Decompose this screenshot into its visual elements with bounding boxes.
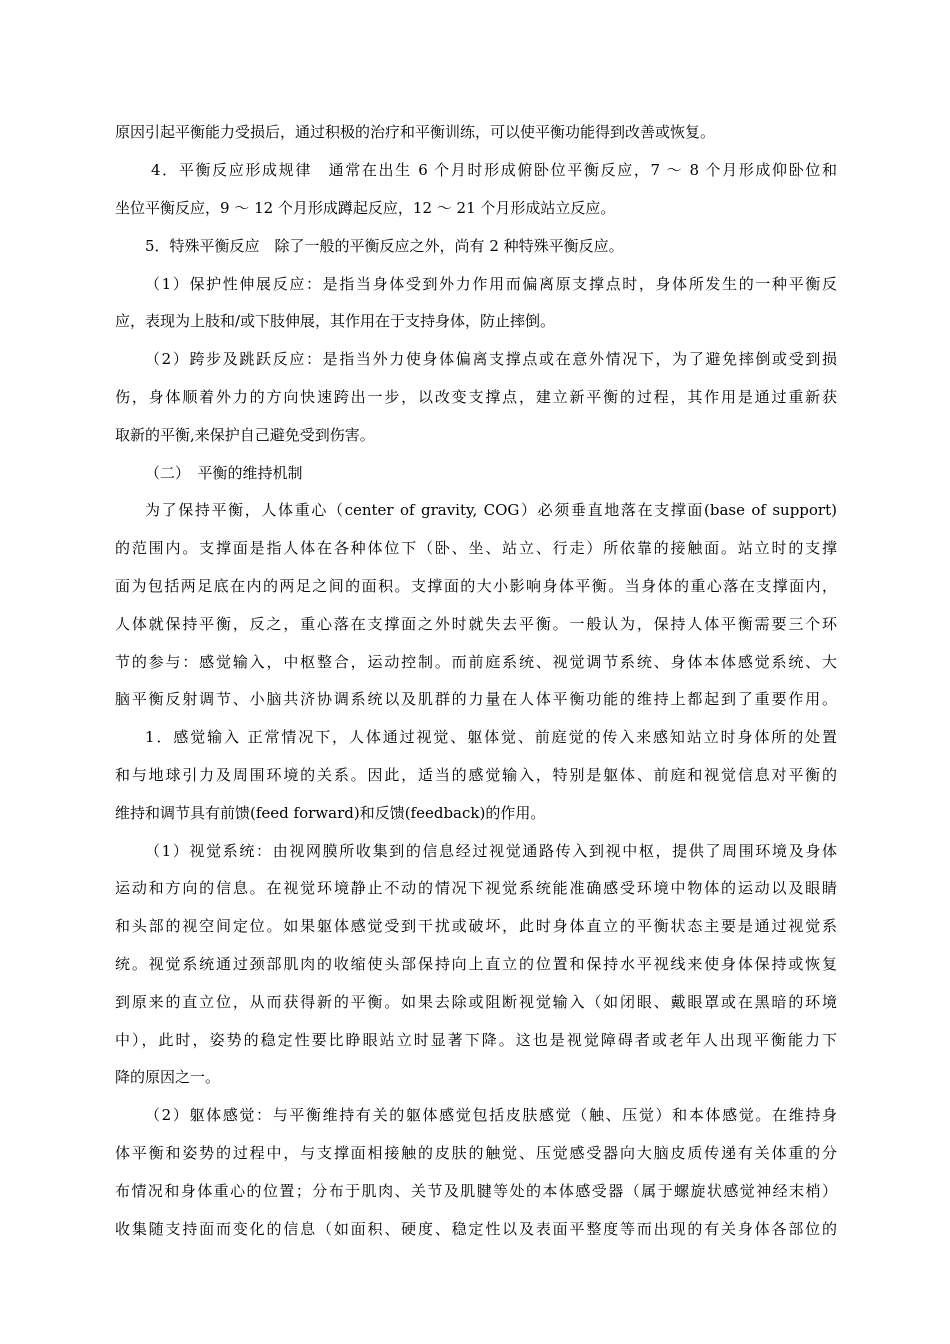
text-line: 和与地球引力及周围环境的关系。因此，适当的感觉输入，特别是躯体、前庭和视觉信息对平衡的: [115, 766, 837, 784]
text-line: 到原来的直立位，从而获得新的平衡。如果去除或阻断视觉输入（如闭眼、戴眼罩或在黑暗的环境: [115, 993, 837, 1011]
text-line: 为了保持平衡，人体重心（center of gravity, COG）必须垂直地落在支撑面(base of support): [145, 501, 837, 519]
text-line: 坐位平衡反应，9 ～ 12 个月形成蹲起反应，12 ～ 21 个月形成站立反应。: [115, 199, 616, 217]
text-line: 应，表现为上肢和/或下肢伸展，其作用在于支持身体，防止摔倒。: [115, 312, 556, 330]
text-line: 布情况和身体重心的位置；分布于肌肉、关节及肌腱等处的本体感受器（属于螺旋状感觉神经末梢）: [115, 1182, 837, 1200]
text-line: 降的原因之一。: [115, 1068, 221, 1086]
text-line: 人体就保持平衡，反之，重心落在支撑面之外时就失去平衡。一般认为，保持人体平衡需要三个环: [115, 615, 837, 633]
text-line: 体平衡和姿势的过程中，与支撑面相接触的皮肤的触觉、压觉感受器向大脑皮质传递有关体重的分: [115, 1144, 837, 1162]
text-line: 脑平衡反射调节、小脑共济协调系统以及肌群的力量在人体平衡功能的维持上都起到了重要作用。: [115, 690, 837, 708]
text-line: 维持和调节具有前馈(feed forward)和反馈(feedback)的作用。: [115, 804, 546, 822]
section-heading: （二） 平衡的维持机制: [145, 464, 303, 482]
text-line: 的范围内。支撑面是指人体在各种体位下（卧、坐、站立、行走）所依靠的接触面。站立时的支撑: [115, 539, 837, 557]
text-line: （1）视觉系统：由视网膜所收集到的信息经过视觉通路传入到视中枢，提供了周围环境及身体: [145, 842, 837, 860]
text-line: 节的参与：感觉输入，中枢整合，运动控制。而前庭系统、视觉调节系统、身体本体感觉系统、大: [115, 653, 837, 671]
text-line: 面为包括两足底在内的两足之间的面积。支撑面的大小影响身体平衡。当身体的重心落在支撑面内，: [115, 577, 837, 595]
text-line: 取新的平衡,来保护自己避免受到伤害。: [115, 426, 375, 444]
text-line: 中），此时，姿势的稳定性要比睁眼站立时显著下降。这也是视觉障碍者或老年人出现平衡能力下: [115, 1031, 837, 1049]
text-line: 1．感觉输入 正常情况下，人体通过视觉、躯体觉、前庭觉的传入来感知站立时身体所的处置: [145, 728, 837, 746]
text-line: 伤，身体顺着外力的方向快速跨出一步，以改变支撑点，建立新平衡的过程，其作用是通过重新获: [115, 388, 837, 406]
text-line: 4．平衡反应形成规律 通常在出生 6 个月时形成俯卧位平衡反应，7 ～ 8 个月形成仰卧位和: [151, 161, 837, 179]
text-line: 原因引起平衡能力受损后，通过积极的治疗和平衡训练，可以使平衡功能得到改善或恢复。: [115, 123, 716, 141]
text-line: （1）保护性伸展反应：是指当身体受到外力作用而偏离原支撑点时，身体所发生的一种平衡反: [145, 275, 837, 293]
text-line: 收集随支持面而变化的信息（如面积、硬度、稳定性以及表面平整度等而出现的有关身体各部位的: [115, 1220, 837, 1238]
text-line: （2）躯体感觉：与平衡维持有关的躯体感觉包括皮肤感觉（触、压觉）和本体感觉。在维持身: [145, 1106, 837, 1124]
text-line: 和头部的视空间定位。如果躯体感觉受到干扰或破坏，此时身体直立的平衡状态主要是通过视觉系: [115, 917, 837, 935]
text-line: （2）跨步及跳跃反应：是指当外力使身体偏离支撑点或在意外情况下，为了避免摔倒或受到损: [145, 350, 837, 368]
text-line: 5．特殊平衡反应 除了一般的平衡反应之外，尚有 2 种特殊平衡反应。: [145, 237, 624, 255]
text-line: 运动和方向的信息。在视觉环境静止不动的情况下视觉系统能准确感受环境中物体的运动以及眼睛: [115, 879, 837, 897]
text-line: 统。视觉系统通过颈部肌肉的收缩使头部保持向上直立的位置和保持水平视线来使身体保持或恢复: [115, 955, 837, 973]
